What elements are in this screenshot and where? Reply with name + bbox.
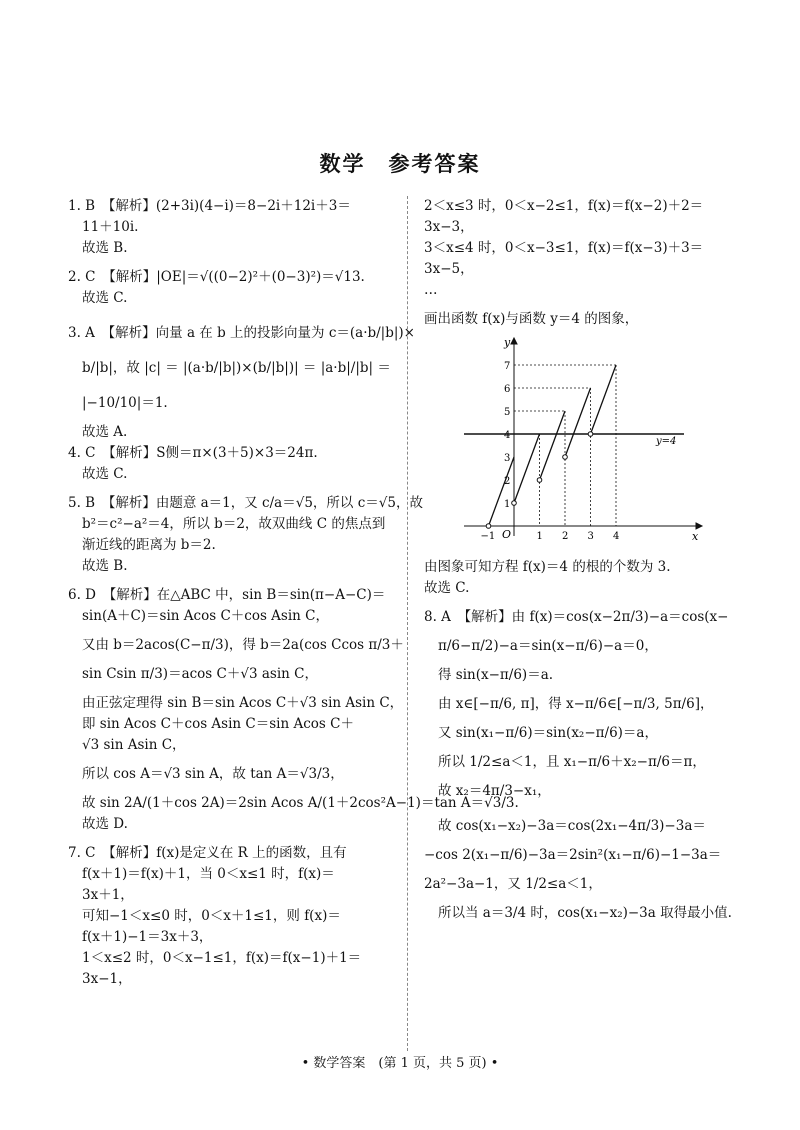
answer-line: 故选 C.	[82, 290, 128, 306]
answer-line: 故选 C.	[82, 466, 128, 482]
answer-line: 所以 cos A＝√3 sin A，故 tan A＝√3/3，	[82, 766, 344, 782]
answer-line: π/6−π/2)−a＝sin(x−π/6)−a＝0，	[438, 638, 658, 654]
answer-line: 7. C 【解析】f(x)是定义在 R 上的函数，且有	[68, 845, 347, 861]
y-tick-label: 6	[504, 384, 511, 395]
answer-line: b/|b|，故 |c| ＝ |(a·b/|b|)×(b/|b|)| ＝ |a·b|/|b| ＝	[82, 360, 391, 376]
answer-line: f(x＋1)−1＝3x＋3，	[82, 929, 213, 945]
function-segment	[514, 434, 540, 503]
open-endpoint	[563, 455, 568, 460]
y-tick-label: 2	[504, 476, 511, 487]
function-segment	[540, 411, 566, 480]
answer-line: 画出函数 f(x)与函数 y＝4 的图象，	[424, 311, 639, 327]
origin-label: O	[502, 528, 512, 541]
answer-line: 故选 B.	[82, 558, 128, 574]
answer-line: 又由 b＝2acos(C−π/3)，得 b＝2a(cos Ccos π/3＋	[82, 637, 404, 653]
y-tick-label: 3	[504, 453, 511, 464]
answer-line: 3x−5，	[424, 261, 474, 277]
function-graph	[464, 336, 704, 546]
answer-line: 又 sin(x₁−π/6)＝sin(x₂−π/6)＝a，	[438, 725, 658, 741]
y-tick-label: 1	[504, 499, 511, 510]
open-endpoint	[512, 501, 517, 506]
answer-line: f(x＋1)＝f(x)＋1，当 0＜x≤1 时，f(x)＝	[82, 866, 335, 882]
answer-line: 3x＋1，	[82, 887, 134, 903]
answer-line: 11＋10i.	[82, 219, 139, 235]
answer-line: …	[424, 282, 438, 298]
x-tick-label: 1	[536, 531, 543, 542]
answer-line: 故选 D.	[82, 816, 128, 832]
answer-line: 即 sin Acos C＋cos Asin C＝sin Acos C＋	[82, 716, 354, 732]
answer-line: 3. A 【解析】向量 a 在 b 上的投影向量为 c＝(a·b/|b|)×	[68, 325, 415, 341]
answer-line: 3＜x≤4 时，0＜x−3≤1，f(x)＝f(x−3)＋3＝	[424, 240, 704, 256]
x-tick-label: 2	[562, 531, 569, 542]
column-divider	[407, 196, 408, 1051]
answer-line: 2a²−3a−1，又 1/2≤a＜1，	[424, 876, 602, 892]
answer-line: sin Csin π/3)＝acos C＋√3 asin C，	[82, 666, 318, 682]
answer-line: sin(A＋C)＝sin Acos C＋cos Asin C，	[82, 608, 329, 624]
answer-line: 得 sin(x−π/6)＝a.	[438, 667, 554, 683]
function-segment	[591, 365, 617, 434]
x-tick-label: −1	[480, 531, 496, 542]
answer-line: 故 cos(x₁−x₂)−3a＝cos(2x₁−4π/3)−3a＝	[438, 818, 706, 834]
open-endpoint	[537, 478, 542, 483]
answer-line: 可知−1＜x≤0 时，0＜x＋1≤1，则 f(x)＝	[82, 908, 341, 924]
y-tick-label: 5	[504, 407, 511, 418]
answer-line: 3x−3，	[424, 219, 474, 235]
answer-line: 故 sin 2A/(1＋cos 2A)＝2sin Acos A/(1＋2cos²A−1)＝tan A＝√3/3.	[82, 795, 519, 811]
answer-line: 1＜x≤2 时，0＜x−1≤1，f(x)＝f(x−1)＋1＝	[82, 950, 362, 966]
answer-line: 4. C 【解析】S侧＝π×(3＋5)×3＝24π.	[68, 445, 318, 461]
x-tick-label: 4	[613, 531, 620, 542]
answer-line: 2. C 【解析】|OE|＝√((0−2)²＋(0−3)²)＝√13.	[68, 269, 365, 285]
answer-line: 由正弦定理得 sin B＝sin Acos C＋√3 sin Asin C，	[82, 695, 404, 711]
answer-line: 所以当 a＝3/4 时，cos(x₁−x₂)−3a 取得最小值.	[438, 905, 732, 921]
answer-line: 由图象可知方程 f(x)＝4 的根的个数为 3.	[424, 559, 671, 575]
page-title: 数学 参考答案	[319, 152, 481, 176]
function-segment	[565, 388, 591, 457]
y-tick-label: 7	[504, 361, 511, 372]
x-axis-label: x	[692, 530, 699, 543]
y-tick-label: 4	[504, 430, 511, 441]
answer-line: |−10/10|＝1.	[82, 395, 168, 411]
answer-line: 5. B 【解析】由题意 a＝1，又 c/a＝√5，所以 c＝√5，故	[68, 495, 423, 511]
line-label: y=4	[656, 436, 677, 447]
answer-line: 故选 A.	[82, 424, 128, 440]
answer-line: 3x−1，	[82, 971, 132, 987]
right-column	[424, 196, 746, 924]
answer-line: 故选 C.	[424, 580, 470, 596]
y-axis-label: y	[504, 336, 511, 349]
answer-line: 故选 B.	[82, 240, 128, 256]
answer-line: 所以 1/2≤a＜1，且 x₁−π/6＋x₂−π/6＝π，	[438, 754, 706, 770]
answer-line: 由 x∈[−π/6, π]，得 x−π/6∈[−π/3, 5π/6]，	[438, 696, 714, 712]
answer-line: 故 x₂＝4π/3−x₁，	[438, 783, 551, 799]
x-tick-label: 3	[587, 531, 594, 542]
answer-line: 6. D 【解析】在△ABC 中，sin B＝sin(π−A−C)＝	[68, 587, 386, 603]
function-segment	[489, 457, 515, 526]
y-axis-arrow	[511, 338, 517, 344]
x-axis-arrow	[696, 523, 702, 529]
page-footer: • 数学答案 (第 1 页，共 5 页) •	[301, 1056, 499, 1071]
answer-line: b²＝c²−a²＝4，所以 b＝2，故双曲线 C 的焦点到	[82, 516, 386, 532]
answer-line: 8. A 【解析】由 f(x)＝cos(x−2π/3)−a＝cos(x−	[424, 609, 729, 625]
answer-line: −cos 2(x₁−π/6)−3a＝2sin²(x₁−π/6)−1−3a＝	[424, 847, 722, 863]
answer-line: 渐近线的距离为 b＝2.	[82, 537, 216, 553]
answer-line: √3 sin Asin C，	[82, 737, 186, 753]
answer-line: 1. B 【解析】(2+3i)(4−i)＝8−2i＋12i＋3＝	[68, 198, 351, 214]
open-endpoint	[486, 524, 491, 529]
answer-line: 2＜x≤3 时，0＜x−2≤1，f(x)＝f(x−2)＋2＝	[424, 198, 704, 214]
open-endpoint	[588, 432, 593, 437]
